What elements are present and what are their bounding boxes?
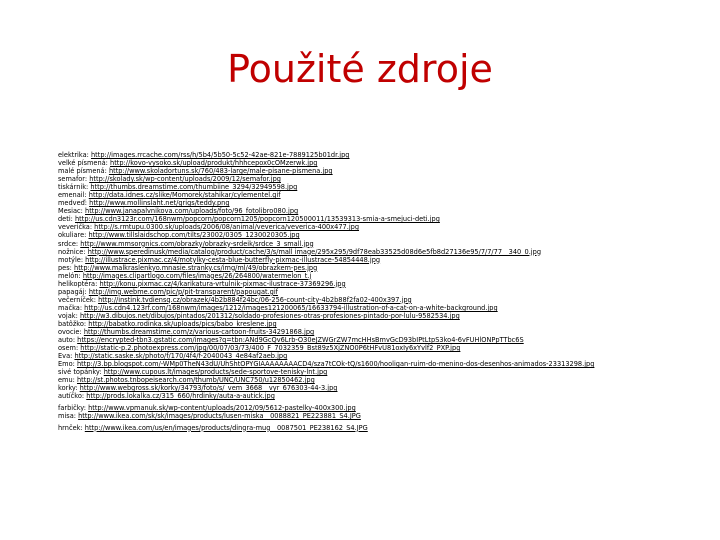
source-label: auto:	[58, 336, 76, 345]
source-link[interactable]: http://www.speredinusk/media/catalog/product/cache/3/s/mall image/295x295/9df78eab33525d08d6e5fb8d27136e95/7/7/77__340_0.jpg	[87, 247, 542, 256]
source-item	[58, 312, 698, 320]
source-item	[58, 175, 698, 183]
source-link[interactable]: http://static.saske.sk/photo/f/170/4f4/f-2040043_4e84af2aeb.jpg	[74, 352, 288, 361]
source-link[interactable]: http://www.cupous.lt/images/products/sede-sportove-tenisky-lnt.jpg	[103, 368, 328, 377]
source-label: korky:	[58, 384, 78, 393]
source-item	[58, 167, 698, 175]
source-label: emenail:	[58, 191, 87, 200]
source-label: vojak:	[58, 311, 78, 320]
source-label: autíčko:	[58, 392, 85, 401]
source-link[interactable]: http://www.mollinslaht.net/grigs/teddy.png	[89, 199, 230, 208]
source-item	[58, 215, 698, 223]
source-label: nožnice:	[58, 247, 86, 256]
source-link[interactable]: http://www.mmsorgnics.com/obrazky/obrazky-srdeik/srdce_3_small.jpg	[80, 239, 314, 248]
source-link[interactable]: https://encrypted-tbn3.gstatic.com/images?q=tbn:ANd9GcQv6Lrb-O30eJZWGrZW7mcHHsBmvGcD93bIPtLtpS3ko4-6vFUHlONPpTTbc6S	[77, 336, 524, 345]
source-link[interactable]: http://data.idnes.cz/slike/Momorek/stahikar/cylementel.gif	[88, 191, 281, 200]
source-link[interactable]: http://www.webgross.sk/korky/34793/foto/s/_vem_3668__vyr_676303-44-3.jpg	[79, 384, 338, 393]
source-list	[58, 151, 698, 432]
source-item	[58, 199, 698, 207]
source-label: malé písmená:	[58, 167, 107, 176]
source-item	[58, 272, 698, 280]
source-item	[58, 256, 698, 264]
source-item	[58, 412, 698, 420]
page-title: Použité zdroje	[227, 47, 493, 91]
source-item	[58, 264, 698, 272]
source-item	[58, 183, 698, 191]
source-link[interactable]: http://s.rmtupu.0300.sk/uploads/2006/08/animal/veverica/veverica-400x477.jpg	[94, 223, 360, 232]
source-link[interactable]: http://www.tillslaidschop.com/tilts/23002/0305_1230020305.jpg	[88, 231, 300, 240]
source-label: melón:	[58, 271, 81, 280]
source-item	[58, 304, 698, 312]
source-link[interactable]: http://www.ikea.com/sk/sk/images/products/lusen-miska__0088821_PE223881_S4.JPG	[78, 412, 361, 420]
source-label: mačka:	[58, 303, 83, 312]
source-label: deti:	[58, 215, 73, 224]
source-link[interactable]: http://www.skoladortuns.sk/760/483-large/male-pisane-pismena.jpg	[108, 167, 333, 176]
source-item	[58, 352, 698, 360]
source-label: farbičky:	[58, 403, 86, 412]
source-label: misa:	[58, 412, 76, 420]
source-link[interactable]: http://www.malkraslenkyo.mnasie.stranky.cs/img/ml/49/obrazkem-pes.jpg	[74, 263, 318, 272]
source-link[interactable]: http://instink.tvdiensq.cz/obrazek/4b2b884f24bc/06-256-count-city-4b2b88f2fa02-400x397.jpg	[98, 295, 412, 304]
source-item	[58, 280, 698, 288]
source-link[interactable]: http://thumbs.dreamstime.com/thumbiine_3294/32949598.jpg	[90, 183, 298, 192]
source-label: semafor:	[58, 175, 88, 184]
source-item	[58, 248, 698, 256]
source-item	[58, 360, 698, 368]
source-link[interactable]: http://img.webme.com/pic/p/pit-transparent/papougat.gif	[88, 287, 279, 296]
source-link[interactable]: http://prods.lokalka.cz/315_660/hrdinky/auta-a-autick.jpg	[86, 392, 275, 401]
source-label: pes:	[58, 263, 72, 272]
source-label: osem:	[58, 344, 79, 353]
source-item	[58, 296, 698, 304]
source-label: tiskárnik:	[58, 183, 89, 192]
source-item	[58, 424, 698, 432]
source-link[interactable]: http://babatko.rodinka.sk/uploads/pics/babo_kreslene.jpg	[88, 319, 277, 328]
source-link[interactable]: http://us.cdn4.123rf.com/168nwm/images/1212/images121200065/16633794-illustration-of-a-cat-on-a-white-background.jpg	[84, 303, 498, 312]
source-link[interactable]: http://us.cdn3123r.com/168nwm/popcorn/popcorn1205/popcorn120500011/13539313-smia-a-smejuci-deti.jpg	[75, 215, 440, 224]
source-link[interactable]: http://images.clipartlogo.com/files/images/26/264800/watermelon_t.j	[82, 271, 312, 280]
source-item	[58, 231, 698, 239]
source-item	[58, 384, 698, 392]
source-item	[58, 151, 698, 159]
source-item	[58, 240, 698, 248]
source-link[interactable]: http://www.ikea.com/us/en/images/products/dingra-mug__0087501_PE238162_S4.JPG	[84, 423, 368, 432]
source-label: motýle:	[58, 255, 84, 264]
source-item	[58, 207, 698, 215]
source-link[interactable]: http://www.janapalvnikova.com/uploads/foto/96_fotolibro080.jpg	[85, 207, 299, 216]
source-label: Eva:	[58, 352, 73, 361]
source-item	[58, 223, 698, 231]
source-link[interactable]: http://konu.pixmac.cz/4/karikatura-vrtulnik-pixmac-ilustrace-37369296.jpg	[99, 279, 346, 288]
source-label: velké písmená:	[58, 159, 108, 168]
source-label: emu:	[58, 376, 75, 385]
source-item	[58, 159, 698, 167]
source-label: Mesiac:	[58, 207, 83, 216]
source-link[interactable]: http://st.photos.tnbopeisearch.com/thumb/UNC/UNC750/u12850462.jpg	[77, 376, 315, 385]
source-link[interactable]: http://kovo-vysoko.sk/upload/produkt/hhhcepox0cOMzerwk.jpg	[110, 159, 318, 168]
source-label: helikoptéra:	[58, 279, 98, 288]
source-label: Emo:	[58, 360, 75, 369]
source-link[interactable]: http://thumbs.dreamstime.com/z/various-cartoon-fruits-34291868.jpg	[83, 328, 315, 337]
source-label: elektrika:	[58, 151, 89, 159]
source-link[interactable]: http://static-p.2.photoexpress.com/jpg/00/07/03/73/400_F_7032359_Bst89z5XjZNO0P6tHFvU81oxIy6xYvlf2_PXP.jpg	[80, 344, 461, 353]
source-link[interactable]: http://images.rrcache.com/rss/h/5b4/5b50-5c52-42ae-821e-7889125b01dr.jpg	[90, 151, 350, 159]
source-item	[58, 404, 698, 412]
source-item	[58, 392, 698, 400]
source-label: hrnček:	[58, 423, 83, 432]
source-link[interactable]: http://3.bp.blogspot.com/-WMp0TheN43dU/UhShtOPYGIAAAAAAAACD4/sza7tCOk-tQ/s1600/hooligan-ruim-do-menino-dos-desenhos-animados-23313298.jpg	[76, 360, 595, 369]
source-item	[58, 336, 698, 344]
source-link[interactable]: http://www.vpmanuk.sk/wp-content/uploads/2012/09/5612-pastelky-400x300.jpg	[88, 403, 356, 412]
source-label: okuliare:	[58, 231, 87, 240]
source-label: batôžko:	[58, 319, 87, 328]
source-item	[58, 288, 698, 296]
source-link[interactable]: http://illustrace.pixmac.cz/4/motylky-cesta-blue-butterfly-pixmac-illustrace-54854448.jpg	[85, 255, 381, 264]
source-label: ovocie:	[58, 328, 82, 337]
source-item	[58, 191, 698, 199]
source-item	[58, 344, 698, 352]
source-item	[58, 320, 698, 328]
source-label: veverička:	[58, 223, 93, 232]
source-item	[58, 328, 698, 336]
source-label: srdce:	[58, 239, 79, 248]
source-label: sivé topánky:	[58, 368, 102, 377]
source-label: medveď:	[58, 199, 88, 208]
source-link[interactable]: http://skolady.sk/wp-content/uploads/2009/12/semafor.jpg	[89, 175, 281, 184]
source-link[interactable]: http://w3.dibujos.net/dibujos/pintados/201312/soldado-profesiones-otras-profesiones-pintado-por-lulu-9582534.jpg	[79, 311, 460, 320]
source-label: večerníček:	[58, 295, 96, 304]
source-item	[58, 368, 698, 376]
source-item	[58, 376, 698, 384]
source-label: papagáj:	[58, 287, 87, 296]
